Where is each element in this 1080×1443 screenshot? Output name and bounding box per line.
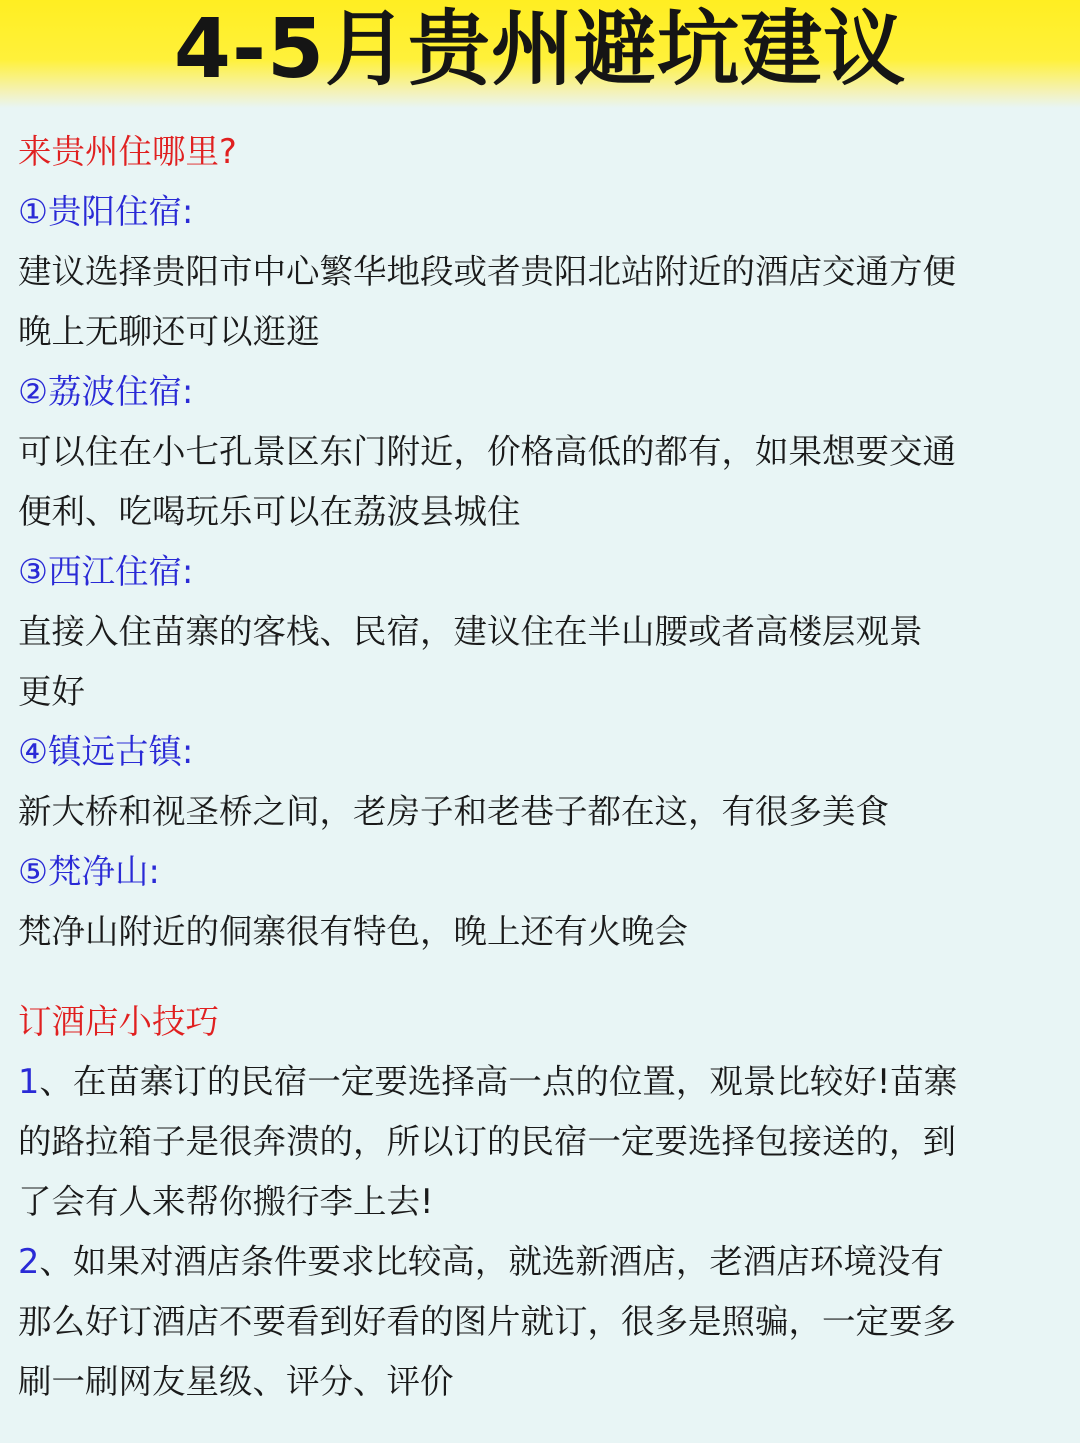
item-text-line: 建议选择贵阳市中心繁华地段或者贵阳北站附近的酒店交通方便 (18, 252, 956, 291)
item-text-line: 可以住在小七孔景区东门附近，价格高低的都有，如果想要交通 (18, 432, 956, 471)
tip-item-first-line (18, 1232, 1063, 1292)
tip-text: 、在苗寨订的民宿一定要选择高一点的位置，观景比较好!苗寨 (39, 1062, 958, 1101)
item-text-line: 新大桥和视圣桥之间，老房子和老巷子都在这，有很多美食 (18, 792, 889, 831)
item-label-xijiang: ③西江住宿: (18, 552, 194, 591)
tip-item-first-line (18, 1052, 1063, 1112)
item-text-line: 晚上无聊还可以逛逛 (18, 312, 320, 351)
item-text-line: 梵净山附近的侗寨很有特色，晚上还有火晚会 (18, 912, 688, 951)
article-body (18, 122, 1063, 1412)
tip-text-line: 那么好订酒店不要看到好看的图片就订，很多是照骗，一定要多 (18, 1302, 956, 1341)
section-spacer (18, 962, 1063, 992)
item-text-line: 直接入住苗寨的客栈、民宿，建议住在半山腰或者高楼层观景 (18, 612, 923, 651)
tip-text-line: 了会有人来帮你搬行李上去! (18, 1182, 434, 1221)
item-label-libo: ②荔波住宿: (18, 372, 194, 411)
page-title: 4-5月贵州避坑建议 (173, 2, 907, 97)
item-label-zhenyuan: ④镇远古镇: (18, 732, 194, 771)
section-heading-where-to-stay: 来贵州住哪里? (18, 132, 237, 171)
section-heading-hotel-tips: 订酒店小技巧 (18, 1002, 219, 1041)
item-label-fanjingshan: ⑤梵净山: (18, 852, 160, 891)
tip-text: 、如果对酒店条件要求比较高，就选新酒店，老酒店环境没有 (39, 1242, 944, 1281)
tip-number: 2 (18, 1242, 40, 1281)
tip-number: 1 (18, 1062, 40, 1101)
item-text-line: 更好 (18, 672, 85, 711)
tip-text-line: 刷一刷网友星级、评分、评价 (18, 1362, 454, 1401)
tip-text-line: 的路拉箱子是很奔溃的，所以订的民宿一定要选择包接送的，到 (18, 1122, 956, 1161)
title-banner (0, 0, 1080, 108)
item-text-line: 便利、吃喝玩乐可以在荔波县城住 (18, 492, 521, 531)
item-label-guiyang: ①贵阳住宿: (18, 192, 194, 231)
